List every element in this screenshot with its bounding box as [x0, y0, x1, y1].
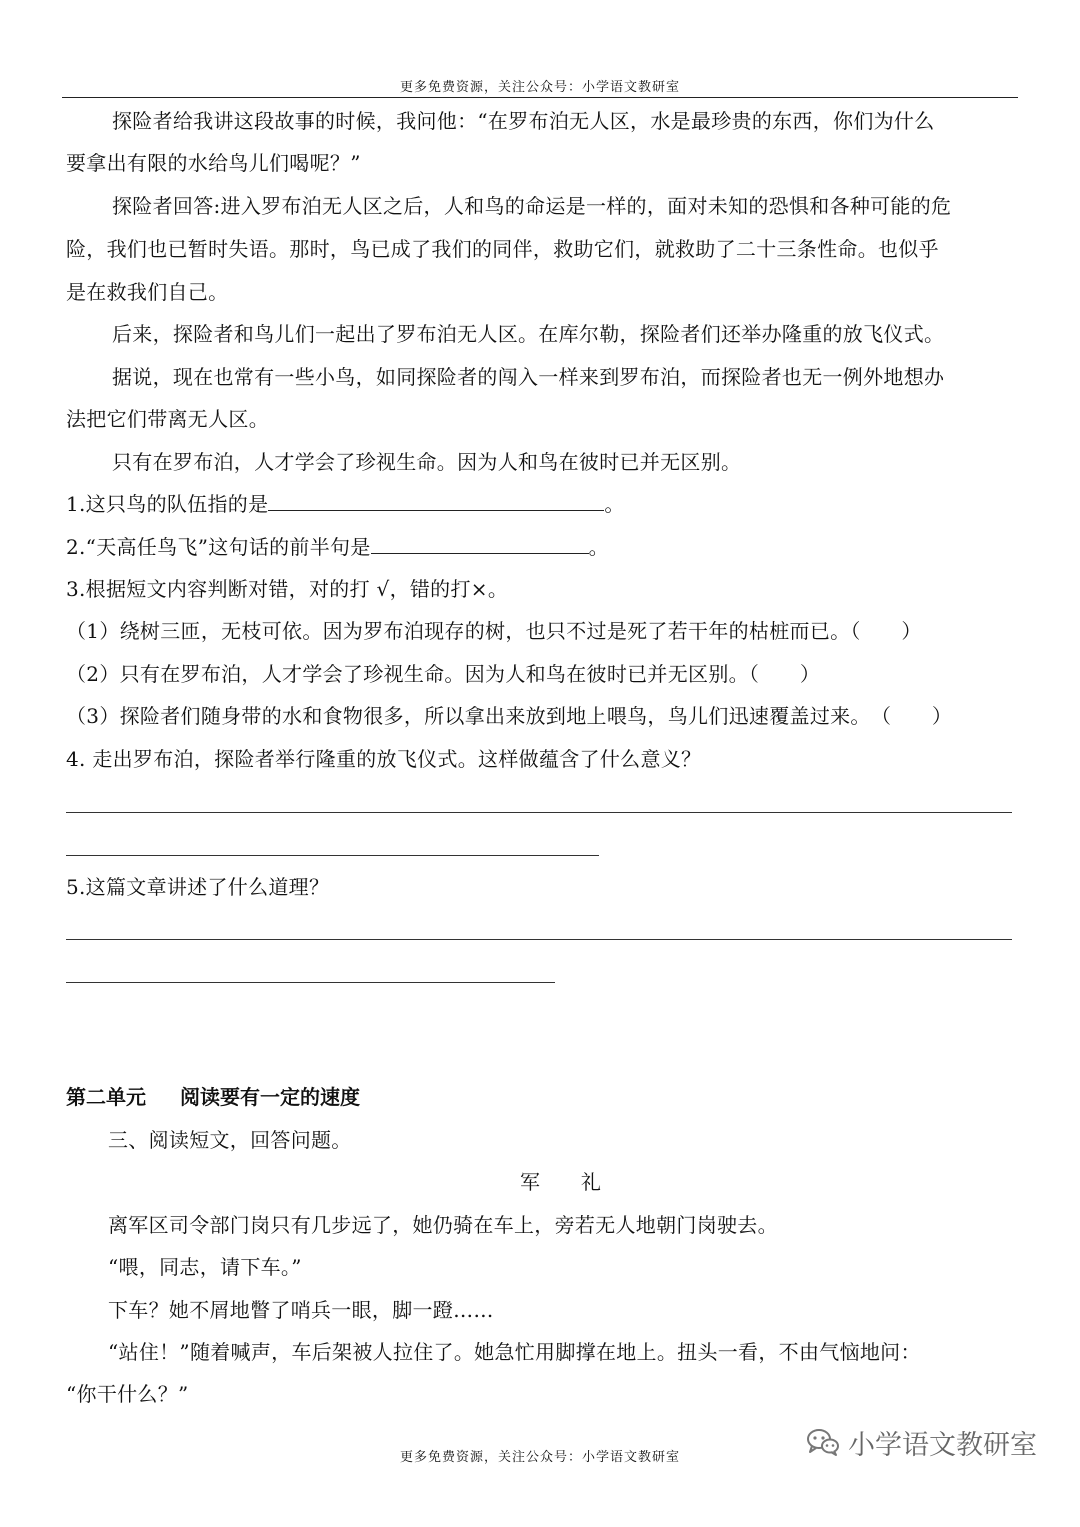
- question-4-answer-line[interactable]: [66, 812, 1012, 813]
- unit-label: 第二单元: [66, 1085, 146, 1109]
- story-title: 军 礼: [520, 1170, 602, 1194]
- question-2-end: 。: [588, 535, 609, 559]
- passage-line: 险，我们也已暂时失语。那时，鸟已成了我们的同伴，救助它们，就救助了二十三条性命。也似乎: [66, 237, 939, 261]
- question-5-answer-line[interactable]: [66, 939, 1012, 940]
- passage-line: 探险者给我讲这段故事的时候，我问他：“在罗布泊无人区，水是最珍贵的东西，你们为什么: [112, 109, 935, 133]
- story-line: “喂，同志，请下车。”: [108, 1255, 302, 1279]
- passage-line: 要拿出有限的水给鸟儿们喝呢？”: [66, 151, 361, 175]
- question-3: 3.根据短文内容判断对错，对的打 √，错的打×。: [66, 577, 509, 601]
- wechat-icon: [806, 1427, 840, 1457]
- question-2-answer-blank[interactable]: [371, 533, 589, 554]
- question-4: 4. 走出罗布泊，探险者举行隆重的放飞仪式。这样做蕴含了什么意义？: [66, 747, 702, 771]
- watermark-text: 小学语文教研室: [848, 1429, 1037, 1461]
- question-1-end: 。: [604, 492, 625, 516]
- question-1-text: 1.这只鸟的队伍指的是: [66, 492, 269, 516]
- question-3-item: （2）只有在罗布泊，人才学会了珍视生命。因为人和鸟在彼时已并无区别。（ ）: [66, 662, 821, 686]
- unit-title: 阅读要有一定的速度: [180, 1085, 360, 1109]
- story-line: “站住！”随着喊声，车后架被人拉住了。她急忙用脚撑在地上。扭头一看，不由气恼地问：: [108, 1340, 921, 1364]
- passage-line: 法把它们带离无人区。: [66, 407, 269, 431]
- question-5-answer-line[interactable]: [66, 982, 555, 983]
- passage-line: 是在救我们自己。: [66, 280, 229, 304]
- passage-line: 据说，现在也常有一些小鸟，如同探险者的闯入一样来到罗布泊，而探险者也无一例外地想办: [112, 365, 945, 389]
- story-line: 下车？她不屑地瞥了哨兵一眼，脚一蹬……: [108, 1298, 494, 1322]
- header-divider: [62, 97, 1018, 98]
- question-4-answer-line[interactable]: [66, 855, 599, 856]
- page-footer: 更多免费资源，关注公众号：小学语文教研室: [399, 1450, 680, 1465]
- reading-instruction: 三、阅读短文，回答问题。: [108, 1128, 352, 1152]
- question-3-item: （1）绕树三匝，无枝可依。因为罗布泊现存的树，也只不过是死了若干年的枯桩而已。（ ）: [66, 619, 922, 643]
- watermark: [806, 1416, 1056, 1468]
- story-line: 离军区司令部门岗只有几步远了，她仍骑在车上，旁若无人地朝门岗驶去。: [108, 1213, 778, 1237]
- story-line: “你干什么？”: [66, 1382, 189, 1406]
- passage-line: 探险者回答:进入罗布泊无人区之后，人和鸟的命运是一样的，面对未知的恐惧和各种可能的危: [112, 194, 952, 218]
- question-2: [66, 533, 609, 561]
- page-header: 更多免费资源，关注公众号：小学语文教研室: [399, 80, 680, 95]
- question-3-item: （3）探险者们随身带的水和食物很多，所以拿出来放到地上喂鸟，鸟儿们迅速覆盖过来。 （ ）: [66, 704, 953, 728]
- passage-line: 后来，探险者和鸟儿们一起出了罗布泊无人区。在库尔勒，探险者们还举办隆重的放飞仪式。: [112, 322, 945, 346]
- question-1: [66, 490, 625, 518]
- passage-line: 只有在罗布泊，人才学会了珍视生命。因为人和鸟在彼时已并无区别。: [112, 450, 742, 474]
- question-2-text: 2.“天高任鸟飞”这句话的前半句是: [66, 535, 371, 559]
- unit-heading: [66, 1083, 360, 1111]
- question-5: 5.这篇文章讲述了什么道理？: [66, 875, 330, 899]
- question-1-answer-blank[interactable]: [268, 490, 604, 511]
